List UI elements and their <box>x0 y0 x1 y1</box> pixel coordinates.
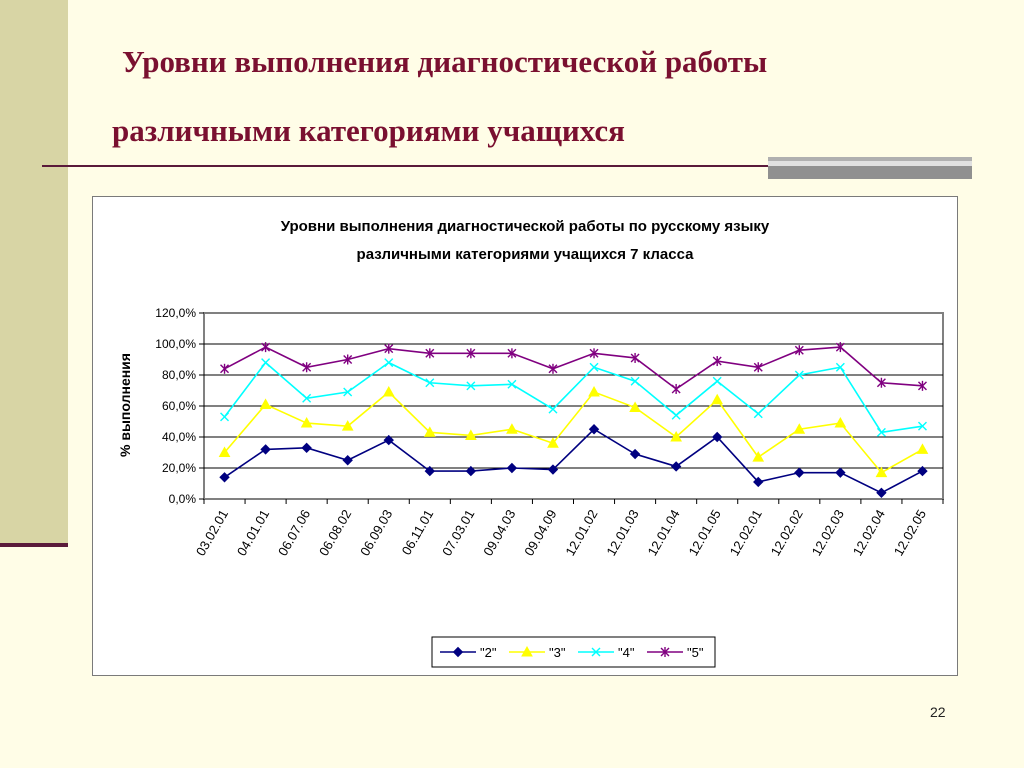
legend-label: "5" <box>687 645 704 660</box>
y-tick-label: 40,0% <box>161 430 196 444</box>
x-tick-label: 06.07.06 <box>274 507 314 559</box>
x-tick-label: 12.01.02 <box>562 507 601 559</box>
x-tick-label: 06.09.03 <box>357 507 396 559</box>
slide-title-line2: различными категориями учащихся <box>112 113 625 148</box>
x-tick-label: 12.02.02 <box>767 507 806 559</box>
x-tick-label: 12.01.04 <box>644 507 683 559</box>
x-tick-label: 12.02.05 <box>890 507 930 559</box>
decor-grey-bar <box>768 157 972 179</box>
x-tick-label: 12.01.05 <box>685 507 724 559</box>
chart-title-line2: различными категориями учащихся 7 класса <box>356 246 694 263</box>
x-tick-label: 12.02.03 <box>808 507 847 559</box>
legend-label: "3" <box>549 645 566 660</box>
x-tick-label: 06.11.01 <box>398 507 437 558</box>
x-tick-label: 12.02.04 <box>849 507 889 559</box>
line-chart <box>93 197 957 675</box>
chart-area <box>92 196 958 676</box>
y-tick-label: 120,0% <box>155 306 196 320</box>
x-tick-label: 09.04.09 <box>521 507 560 559</box>
side-decor-line <box>0 543 68 547</box>
x-tick-label: 12.01.03 <box>603 507 642 559</box>
y-tick-label: 60,0% <box>161 399 196 413</box>
x-tick-label: 07.03.01 <box>439 507 478 559</box>
legend-label: "4" <box>618 645 635 660</box>
page-number: 22 <box>930 704 946 720</box>
x-tick-label: 12.02.01 <box>726 507 765 559</box>
chart-title-line1: Уровни выполнения диагностической работы по русскому языку <box>280 218 770 235</box>
y-axis-label: % выполнения <box>117 353 133 457</box>
y-tick-label: 0,0% <box>168 492 196 506</box>
y-tick-label: 80,0% <box>161 368 196 382</box>
x-tick-label: 04.01.01 <box>233 507 273 559</box>
x-tick-label: 03.02.01 <box>192 507 232 559</box>
y-tick-label: 20,0% <box>161 461 196 475</box>
x-tick-label: 09.04.03 <box>480 507 519 559</box>
legend-label: "2" <box>480 645 497 660</box>
x-tick-label: 06.08.02 <box>315 507 355 559</box>
y-tick-label: 100,0% <box>155 337 196 351</box>
side-decor-bar <box>0 0 68 545</box>
slide-title-line1: Уровни выполнения диагностической работы <box>122 44 768 79</box>
